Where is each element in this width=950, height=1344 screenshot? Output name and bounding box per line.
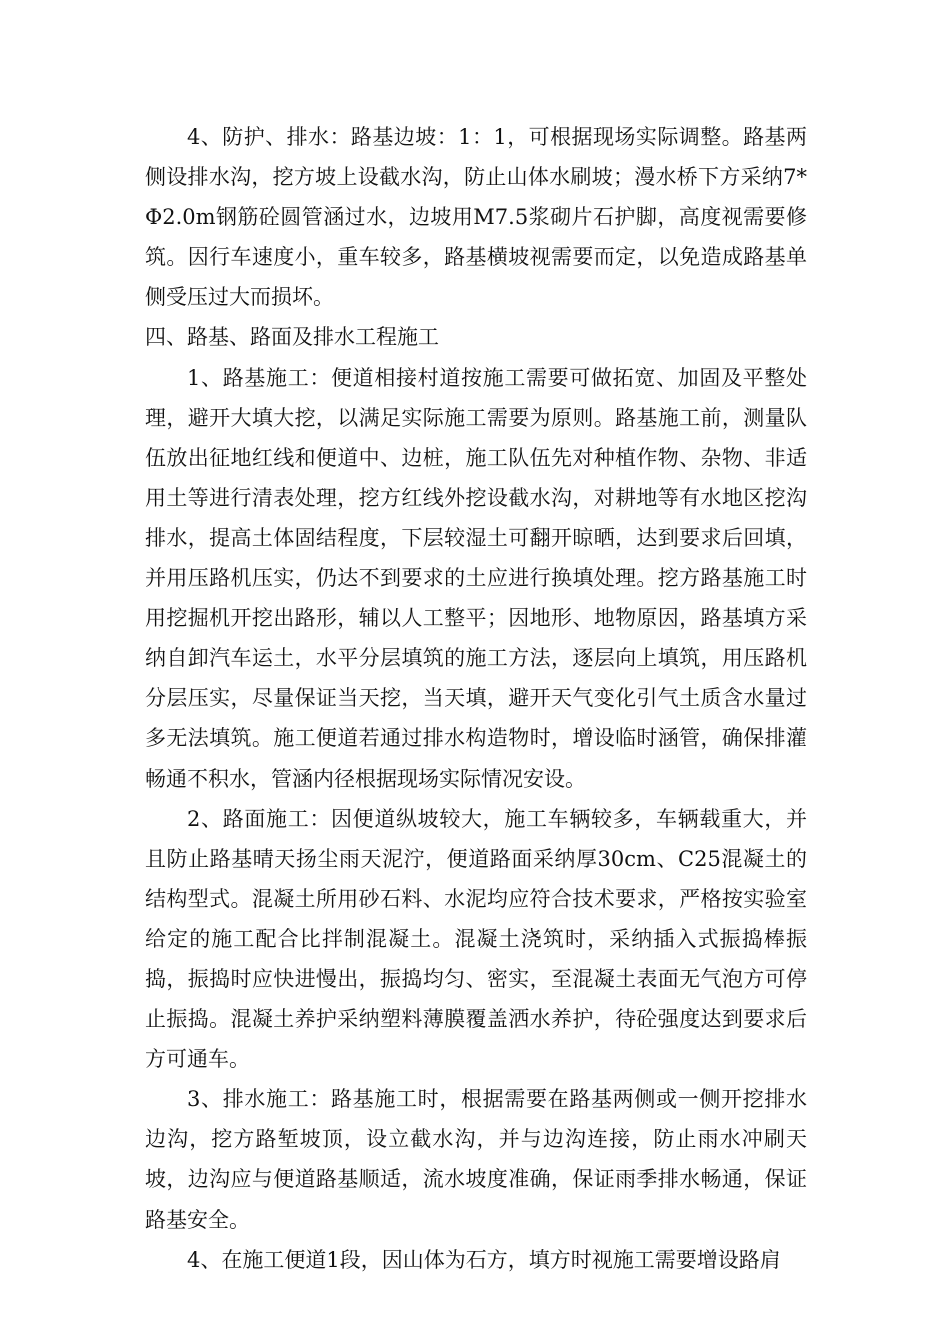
document-body <box>145 117 807 1280</box>
paragraph-drainage-construction: 3、排水施工：路基施工时，根据需要在路基两侧或一侧开挖排水边沟，挖方路堑坡顶，设立截水沟，并与边沟连接，防止雨水冲刷天坡，边沟应与便道路基顺适，流水坡度准确，保证雨季排水畅通，保证路基安全。 <box>145 1087 807 1232</box>
paragraph-pavement-construction: 2、路面施工：因便道纵坡较大，施工车辆较多，车辆载重大，并且防止路基晴天扬尘雨天泥泞，便道路面采纳厚30cm、C25混凝土的结构型式。混凝土所用砂石料、水泥均应符合技术要求，严格按实验室给定的施工配合比拌制混凝土。混凝土浇筑时，采纳插入式振捣棒振捣，振捣时应快进慢出，振捣均匀、密实，至混凝土表面无气泡方可停止振捣。混凝土养护采纳塑料薄膜覆盖洒水养护，待砼强度达到要求后方可通车。 <box>145 806 807 1072</box>
paragraph-protection-drainage: 4、防护、排水：路基边坡：1：1，可根据现场实际调整。路基两侧设排水沟，挖方坡上设截水沟，防止山体水刷坡；漫水桥下方采纳7*Φ2.0m钢筋砼圆管涵过水，边坡用M7.5浆砌片石护脚，高度视需要修筑。因行车速度小，重车较多，路基横坡视需要而定，以免造成路基单侧受压过大而损坏。 <box>145 125 807 310</box>
section-heading-construction: 四、路基、路面及排水工程施工 <box>145 325 439 350</box>
paragraph-subgrade-construction: 1、路基施工：便道相接村道按施工需要可做拓宽、加固及平整处理，避开大填大挖，以满足实际施工需要为原则。路基施工前，测量队伍放出征地红线和便道中、边桩，施工队伍先对种植作物、杂物、非适用土等进行清表处理，挖方红线外挖设截水沟，对耕地等有水地区挖沟排水，提高土体固结程度，下层较湿土可翻开晾晒，达到要求后回填，并用压路机压实，仍达不到要求的土应进行换填处理。挖方路基施工时用挖掘机开挖出路形，辅以人工整平；因地形、地物原因，路基填方采纳自卸汽车运土，水平分层填筑的施工方法，逐层向上填筑，用压路机分层压实，尽量保证当天挖，当天填，避开天气变化引气土质含水量过多无法填筑。施工便道若通过排水构造物时，增设临时涵管，确保排灌畅通不积水，管涵内径根据现场实际情况安设。 <box>145 365 807 791</box>
paragraph-section-one: 4、在施工便道1段，因山体为石方，填方时视施工需要增设路肩 <box>187 1247 781 1272</box>
